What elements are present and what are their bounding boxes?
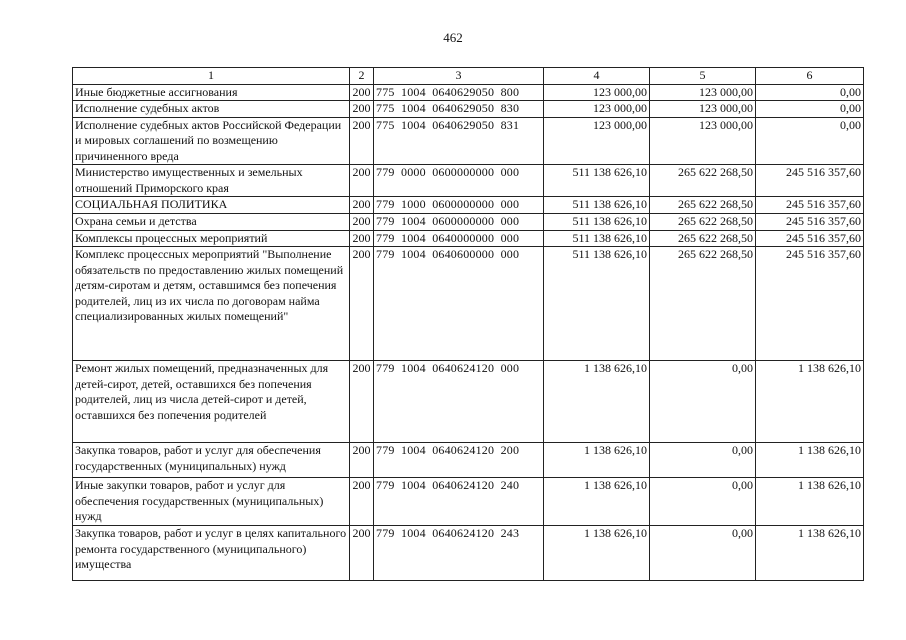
row-col6: 1 138 626,10	[756, 361, 864, 443]
table-row	[73, 214, 864, 231]
budget-table	[72, 67, 864, 581]
row-col4: 1 138 626,10	[544, 478, 650, 526]
row-col2: 200	[350, 230, 374, 247]
row-name: Комплекс процессных мероприятий "Выполнение обязательств по предоставлению жилых помещений детям-сиротам и детям, оставшимся без попечения родителей, лиц из их числа по договорам найма специализированных жилых помещений"	[73, 247, 350, 361]
row-col6: 1 138 626,10	[756, 526, 864, 581]
table-row	[73, 84, 864, 101]
row-col2: 200	[350, 165, 374, 197]
col-header: 2	[350, 68, 374, 85]
table-row	[73, 165, 864, 197]
row-col4: 1 138 626,10	[544, 361, 650, 443]
row-code: 779 1004 0640624120 243	[374, 526, 544, 581]
row-code: 775 1004 0640629050 830	[374, 101, 544, 118]
row-col4: 511 138 626,10	[544, 165, 650, 197]
row-col4: 123 000,00	[544, 117, 650, 165]
row-col5: 123 000,00	[650, 84, 756, 101]
row-col6: 1 138 626,10	[756, 478, 864, 526]
row-code: 779 1004 0640624120 200	[374, 443, 544, 478]
row-col2: 200	[350, 214, 374, 231]
row-code: 779 1004 0640624120 240	[374, 478, 544, 526]
row-col4: 123 000,00	[544, 84, 650, 101]
row-code: 779 0000 0600000000 000	[374, 165, 544, 197]
row-name: Иные закупки товаров, работ и услуг для обеспечения государственных (муниципальных) нужд	[73, 478, 350, 526]
row-name: Исполнение судебных актов Российской Федерации и мировых соглашений по возмещению причиненного вреда	[73, 117, 350, 165]
row-col5: 265 622 268,50	[650, 165, 756, 197]
row-code: 779 1000 0600000000 000	[374, 197, 544, 214]
col-header: 4	[544, 68, 650, 85]
row-col2: 200	[350, 84, 374, 101]
row-col5: 0,00	[650, 526, 756, 581]
row-col4: 511 138 626,10	[544, 230, 650, 247]
row-code: 775 1004 0640629050 800	[374, 84, 544, 101]
row-col4: 511 138 626,10	[544, 247, 650, 361]
row-col6: 0,00	[756, 84, 864, 101]
row-col5: 123 000,00	[650, 117, 756, 165]
row-code: 779 1004 0640000000 000	[374, 230, 544, 247]
header-row	[73, 68, 864, 85]
row-name: Охрана семьи и детства	[73, 214, 350, 231]
row-col2: 200	[350, 247, 374, 361]
row-name: Исполнение судебных актов	[73, 101, 350, 118]
row-name: Комплексы процессных мероприятий	[73, 230, 350, 247]
row-col2: 200	[350, 101, 374, 118]
row-name: Министерство имущественных и земельных отношений Приморского края	[73, 165, 350, 197]
row-col5: 265 622 268,50	[650, 247, 756, 361]
table-row	[73, 443, 864, 478]
row-code: 775 1004 0640629050 831	[374, 117, 544, 165]
row-col5: 123 000,00	[650, 101, 756, 118]
row-col5: 0,00	[650, 478, 756, 526]
col-header: 5	[650, 68, 756, 85]
row-col6: 1 138 626,10	[756, 443, 864, 478]
row-code: 779 1004 0600000000 000	[374, 214, 544, 231]
row-code: 779 1004 0640624120 000	[374, 361, 544, 443]
row-col2: 200	[350, 443, 374, 478]
row-col4: 1 138 626,10	[544, 443, 650, 478]
row-name: Закупка товаров, работ и услуг в целях капитального ремонта государственного (муниципального) имущества	[73, 526, 350, 581]
col-header: 3	[374, 68, 544, 85]
row-col6: 245 516 357,60	[756, 165, 864, 197]
table-row	[73, 197, 864, 214]
row-col6: 245 516 357,60	[756, 230, 864, 247]
row-col4: 1 138 626,10	[544, 526, 650, 581]
row-col2: 200	[350, 478, 374, 526]
col-header: 6	[756, 68, 864, 85]
row-col6: 0,00	[756, 101, 864, 118]
row-col5: 265 622 268,50	[650, 197, 756, 214]
row-col6: 245 516 357,60	[756, 247, 864, 361]
row-code: 779 1004 0640600000 000	[374, 247, 544, 361]
row-col4: 123 000,00	[544, 101, 650, 118]
row-col5: 0,00	[650, 443, 756, 478]
row-name: Иные бюджетные ассигнования	[73, 84, 350, 101]
page-number: 462	[443, 30, 463, 45]
table-row	[73, 230, 864, 247]
row-col5: 265 622 268,50	[650, 230, 756, 247]
row-col4: 511 138 626,10	[544, 197, 650, 214]
row-col2: 200	[350, 117, 374, 165]
row-col4: 511 138 626,10	[544, 214, 650, 231]
table-row	[73, 247, 864, 361]
row-col2: 200	[350, 197, 374, 214]
table-row	[73, 101, 864, 118]
table-row	[73, 361, 864, 443]
row-name: СОЦИАЛЬНАЯ ПОЛИТИКА	[73, 197, 350, 214]
col-header: 1	[73, 68, 350, 85]
row-col5: 0,00	[650, 361, 756, 443]
row-col2: 200	[350, 361, 374, 443]
row-col6: 0,00	[756, 117, 864, 165]
row-name: Ремонт жилых помещений, предназначенных для детей-сирот, детей, оставшихся без попечения родителей, лиц из числа детей-сирот и детей, оставшихся без попечения родителей	[73, 361, 350, 443]
table-row	[73, 478, 864, 526]
row-col5: 265 622 268,50	[650, 214, 756, 231]
table-row	[73, 526, 864, 581]
row-col6: 245 516 357,60	[756, 197, 864, 214]
row-col6: 245 516 357,60	[756, 214, 864, 231]
row-col2: 200	[350, 526, 374, 581]
row-name: Закупка товаров, работ и услуг для обеспечения государственных (муниципальных) нужд	[73, 443, 350, 478]
table-row	[73, 117, 864, 165]
